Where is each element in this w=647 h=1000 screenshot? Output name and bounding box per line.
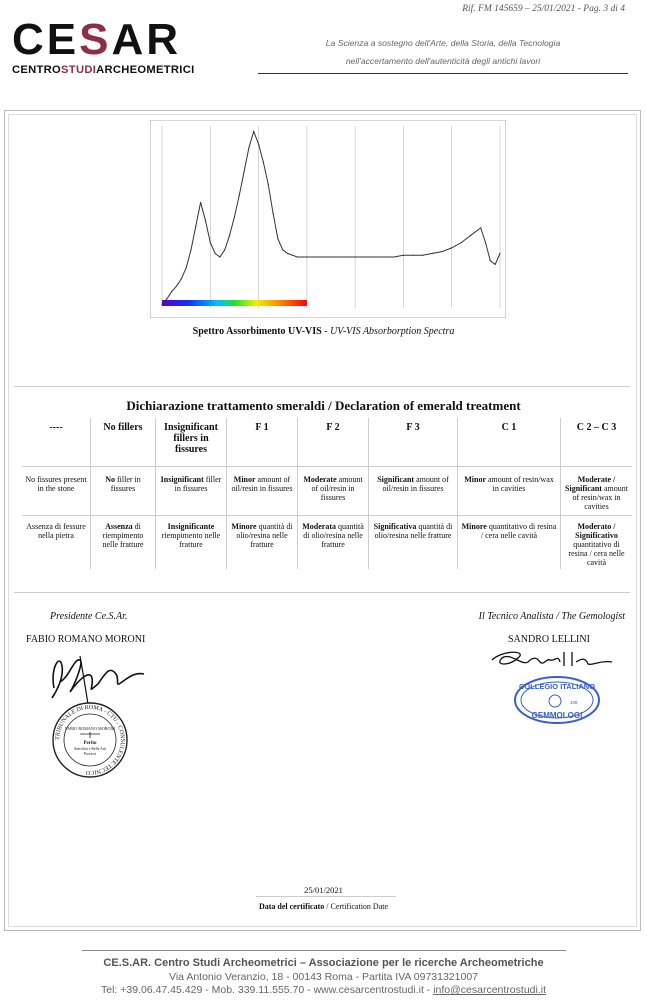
data-point [282, 249, 283, 250]
data-point [190, 249, 191, 250]
seal-line: Perito [83, 741, 97, 746]
table-cell [156, 467, 227, 516]
data-point [239, 195, 240, 196]
table-cell [458, 516, 561, 570]
cell-text: filler in fissures [110, 475, 141, 493]
table-header-row [22, 418, 632, 467]
data-point [335, 256, 336, 257]
gemologist-seal [512, 674, 602, 726]
data-point [480, 227, 481, 228]
data-point [229, 235, 230, 236]
treatment-table [22, 418, 632, 569]
cell-bold: Insignificante [167, 522, 215, 531]
cell-bold: Minore [231, 522, 257, 531]
footer-contacts-text: Tel: +39.06.47.45.429 - Mob. 339.11.555.70 - www.cesarcentrostudi.it - [100, 984, 434, 996]
data-point [441, 251, 442, 252]
cell-bold: Minore [461, 522, 487, 531]
data-point [215, 253, 216, 254]
data-point [263, 162, 264, 163]
data-point [243, 171, 244, 172]
data-point [384, 256, 385, 257]
col-header: F 1 [227, 418, 298, 467]
chart-caption [0, 326, 647, 337]
col-header: ---- [49, 422, 63, 433]
certificate-date-label [0, 902, 647, 911]
footer-divider [82, 950, 566, 951]
table-cell [227, 467, 298, 516]
data-point [200, 202, 201, 203]
data-point [345, 256, 346, 257]
cell-text: quantitativo di resina / cera nelle cavità [568, 540, 625, 567]
table-cell [298, 467, 369, 516]
seal-bottom-text: GEMMOLOGI [531, 711, 583, 720]
data-point [451, 247, 452, 248]
president-name: FABIO ROMANO MORONI [26, 634, 146, 645]
gemologist-signature [488, 644, 618, 674]
seal-top-text: COLLEGIO ITALIANO [518, 682, 596, 691]
seal-center-name: FABIO ROMANO MORONI [65, 726, 115, 731]
data-point [210, 242, 211, 243]
table-cell [369, 516, 458, 570]
cell-text: No fissures present in the stone [25, 475, 87, 493]
logo-part-accent: S [79, 15, 112, 64]
cell-text: amount of resin/wax in cavities [572, 484, 628, 511]
seal-line: Antichità e Belle Arti [73, 747, 107, 751]
divider [14, 592, 630, 593]
data-point [268, 184, 269, 185]
date-divider [256, 896, 396, 897]
data-point [364, 256, 365, 257]
cell-bold: Insignificant [160, 475, 204, 484]
certificate-date-value: 25/01/2021 [304, 885, 343, 895]
table-row-english [22, 467, 632, 516]
data-point [195, 226, 196, 227]
data-point [432, 253, 433, 254]
seal-line: Preziosi [83, 752, 97, 756]
table-cell [22, 516, 91, 570]
tagline-1: La Scienza a sostegno dell'Arte, della Storia, della Tecnologia [325, 38, 561, 48]
cell-bold: Moderate [303, 475, 337, 484]
data-point [272, 213, 273, 214]
table-cell [561, 467, 633, 516]
caption-italic: UV-VIS Absorborption Spectra [330, 326, 455, 337]
data-point [181, 278, 182, 279]
logo-sub-part-accent: STUDI [61, 64, 97, 76]
data-point [490, 260, 491, 261]
cell-bold: Assenza [105, 522, 133, 531]
table-cell [91, 467, 156, 516]
cell-text: riempimento nelle fratture [161, 531, 221, 549]
treatment-table-title: Dichiarazione trattamento smeraldi / Declaration of emerald treatment [126, 398, 521, 413]
data-point [186, 267, 187, 268]
cell-bold: Moderata [302, 522, 336, 531]
data-point [306, 256, 307, 257]
data-point [470, 235, 471, 236]
data-point [393, 256, 394, 257]
logo-part: AR [111, 15, 182, 64]
cell-text: amount of oil/resin in fissures [382, 475, 449, 493]
table-cell [227, 516, 298, 570]
logo-part: CE [12, 15, 80, 64]
cell-text: amount of resin/wax in cavities [486, 475, 554, 493]
cell-bold: Moderate / Significant [565, 475, 616, 493]
data-point [316, 256, 317, 257]
data-point [166, 298, 167, 299]
data-point [499, 253, 500, 254]
logo-sub-part: CENTRO [12, 64, 62, 76]
cell-text: filler in fissures [174, 475, 222, 493]
cell-bold: Minor [233, 475, 256, 484]
gemologist-name: SANDRO LELLINI [508, 634, 590, 645]
data-point [248, 147, 249, 148]
data-point [287, 253, 288, 254]
cell-text: amount of oil/resin in fissures [231, 475, 293, 493]
data-point [277, 238, 278, 239]
logo-subtitle [12, 64, 194, 76]
visible-spectrum-band [162, 300, 307, 306]
cell-text: quantitativo di resina / cera nelle cavità [480, 522, 557, 540]
seal-ring-text: TRIBUNALE DI ROMA - CTU - CONSULENTE TECNICO [54, 704, 126, 776]
cell-text: quantità di olio/resina nelle fratture [303, 522, 364, 549]
data-point [205, 220, 206, 221]
seal-number: 108 [570, 700, 578, 705]
col-header: Insignificant fillers in fissures [156, 418, 227, 467]
col-header: C 2 – C 3 [561, 418, 633, 467]
footer-contacts [0, 984, 647, 996]
cell-bold: Significativa [373, 522, 417, 531]
data-point [495, 264, 496, 265]
president-role: Presidente Ce.S.Ar. [50, 611, 128, 622]
data-point [403, 255, 404, 256]
footer-org: CE.S.AR. Centro Studi Archeometrici – Associazione per le ricerche Archeometriche [103, 957, 544, 969]
table-cell [91, 516, 156, 570]
logo [12, 15, 182, 64]
uv-vis-spectrum-chart [150, 120, 506, 318]
table-cell [22, 467, 91, 516]
col-header: No fillers [91, 418, 156, 467]
header-divider [258, 73, 628, 74]
cell-bold: Significant [377, 475, 415, 484]
data-point [326, 256, 327, 257]
divider [14, 386, 630, 387]
data-point [374, 256, 375, 257]
data-point [176, 286, 177, 287]
cell-text: di riempimento nelle fratture [102, 522, 144, 549]
cell-bold: No [105, 475, 115, 484]
cell-text: quantità di olio/resina nelle fratture [236, 522, 293, 549]
date-label-rest: / Certification Date [324, 902, 389, 911]
date-label-bold: Data del certificato [258, 902, 325, 911]
data-point [422, 255, 423, 256]
table-cell [561, 516, 633, 570]
footer-address: Via Antonio Veranzio, 18 - 00143 Roma - Partita IVA 09731321007 [169, 971, 478, 983]
data-point [258, 144, 259, 145]
gemologist-role: Il Tecnico Analista / The Gemologist [478, 611, 625, 622]
data-point [485, 242, 486, 243]
data-point [297, 256, 298, 257]
table-cell [458, 467, 561, 516]
data-point [412, 255, 413, 256]
col-header: F 3 [369, 418, 458, 467]
data-point [301, 256, 302, 257]
table-row-italian [22, 516, 632, 570]
data-point [253, 131, 254, 132]
footer-email-link[interactable]: info@cesarcentrostudi.it [433, 984, 546, 996]
caption-bold: Spettro Assorbimento UV-VIS [192, 326, 322, 337]
data-point [224, 249, 225, 250]
cell-text: quantità di olio/resina nelle fratture [374, 522, 453, 540]
table-cell [298, 516, 369, 570]
col-header: C 1 [458, 418, 561, 467]
cell-bold: Minor [464, 475, 486, 484]
tagline-2: nell'accertamento dell'autenticità degli antichi lavori [345, 56, 541, 66]
table-cell [369, 467, 458, 516]
data-point [161, 304, 162, 305]
cell-bold: Moderato / Significativo [575, 522, 618, 540]
table-cell [156, 516, 227, 570]
president-signature [40, 648, 150, 708]
data-point [171, 291, 172, 292]
data-point [292, 255, 293, 256]
logo-sub-part: ARCHEOMETRICI [96, 64, 195, 76]
col-header: F 2 [298, 418, 369, 467]
data-point [461, 242, 462, 243]
data-point [219, 256, 220, 257]
data-point [355, 256, 356, 257]
president-seal [50, 700, 130, 780]
page-reference: Rif. FM 145659 – 25/01/2021 - Pag. 3 di 4 [462, 4, 625, 14]
cell-text: amount of oil/resin in fissures [311, 475, 363, 502]
caption-sep: - [321, 326, 331, 337]
data-point [234, 216, 235, 217]
chart-border [150, 120, 506, 318]
cell-text: Assenza di fessure nella pietra [26, 522, 86, 540]
